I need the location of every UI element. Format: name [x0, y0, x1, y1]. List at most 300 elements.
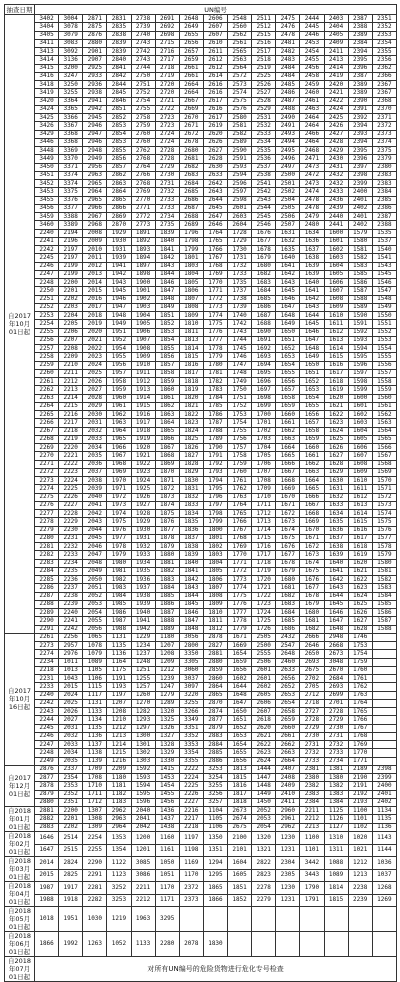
- un-number-cell: 1848: [155, 295, 179, 303]
- un-number-cell: 3097: [179, 683, 203, 691]
- un-number-cell: 1628: [348, 625, 372, 633]
- un-number-cell: 1821: [179, 402, 203, 410]
- un-number-cell: 2441: [324, 221, 348, 229]
- un-number-cell: 2719: [155, 72, 179, 80]
- un-number-cell: 2354: [59, 774, 83, 782]
- un-number-cell: 2199: [59, 270, 83, 278]
- un-number-cell: 1647: [228, 699, 252, 707]
- un-number-cell: 1798: [203, 510, 227, 518]
- un-number-cell: 2407: [276, 765, 300, 773]
- un-number-cell: 1735: [228, 279, 252, 287]
- un-number-cell: 1660: [300, 444, 324, 452]
- un-number-cell: 2291: [35, 625, 59, 633]
- table-row: [5, 551, 397, 559]
- un-number-cell: 2661: [179, 72, 203, 80]
- un-number-cell: 1744: [228, 336, 252, 344]
- un-number-cell: 1965: [107, 435, 131, 443]
- un-number-cell: 2371: [372, 114, 396, 122]
- un-number-cell: 2496: [276, 155, 300, 163]
- un-number-cell: 2289: [35, 609, 59, 617]
- un-number-cell: 1912: [131, 378, 155, 386]
- un-number-cell: 2800: [179, 642, 203, 650]
- un-number-cell: 2202: [59, 295, 83, 303]
- un-number-cell: 1595: [131, 790, 155, 798]
- un-number-cell: 2673: [324, 650, 348, 658]
- un-number-cell: 1320: [252, 832, 276, 845]
- un-number-cell: 1915: [131, 402, 155, 410]
- un-number-cell: 2945: [83, 114, 107, 122]
- un-number-cell: 3452: [35, 180, 59, 188]
- table-row: [5, 485, 397, 493]
- un-number-cell: 1822: [179, 411, 203, 419]
- un-number-cell: 1634: [300, 229, 324, 237]
- un-number-cell: [372, 932, 396, 957]
- un-number-cell: 2642: [203, 180, 227, 188]
- un-number-cell: 2030: [83, 411, 107, 419]
- un-number-cell: 3255: [179, 699, 203, 707]
- un-number-cell: 2414: [324, 64, 348, 72]
- un-number-cell: 1693: [252, 353, 276, 361]
- un-number-cell: 1929: [131, 518, 155, 526]
- un-number-cell: 2389: [348, 81, 372, 89]
- un-number-cell: 1980: [107, 559, 131, 567]
- un-number-cell: 1977: [107, 534, 131, 542]
- un-number-cell: 2204: [59, 312, 83, 320]
- un-number-cell: 2532: [252, 122, 276, 130]
- un-number-cell: 2875: [83, 23, 107, 31]
- un-number-cell: 2227: [179, 798, 203, 806]
- un-number-cell: 1897: [131, 262, 155, 270]
- table-row: [5, 609, 397, 617]
- un-number-cell: 1608: [324, 295, 348, 303]
- un-number-cell: 2734: [324, 757, 348, 765]
- un-number-cell: 2598: [228, 196, 252, 204]
- un-number-cell: 1646: [324, 609, 348, 617]
- un-number-cell: 3416: [35, 72, 59, 80]
- un-number-cell: 1916: [131, 411, 155, 419]
- un-number-cell: 1841: [179, 567, 203, 575]
- un-number-cell: 3254: [203, 774, 227, 782]
- un-number-cell: 1197: [107, 691, 131, 699]
- un-number-cell: 2728: [155, 155, 179, 163]
- un-number-cell: 3366: [59, 114, 83, 122]
- un-number-cell: 1682: [252, 270, 276, 278]
- un-number-cell: 1171: [155, 894, 179, 907]
- un-number-cell: 2366: [372, 72, 396, 80]
- un-number-cell: 2604: [228, 221, 252, 229]
- un-number-cell: 2671: [179, 122, 203, 130]
- un-number-cell: 2591: [228, 155, 252, 163]
- un-number-cell: 2273: [35, 642, 59, 650]
- un-number-cell: 1629: [324, 468, 348, 476]
- table-row: [5, 807, 397, 815]
- un-number-cell: [252, 907, 276, 932]
- un-number-cell: 3295: [155, 907, 179, 932]
- un-number-cell: 1620: [348, 559, 372, 567]
- table-row: [5, 402, 397, 410]
- un-number-cell: 2253: [35, 312, 59, 320]
- un-number-cell: 1576: [372, 526, 396, 534]
- un-number-cell: 1799: [179, 246, 203, 254]
- un-number-cell: 2500: [276, 171, 300, 179]
- un-number-cell: 2281: [83, 882, 107, 895]
- un-number-cell: 1664: [276, 444, 300, 452]
- un-number-cell: 2409: [276, 782, 300, 790]
- un-number-cell: 1918: [131, 427, 155, 435]
- un-number-cell: 1663: [300, 468, 324, 476]
- table-row: [5, 600, 397, 608]
- un-number-cell: 1644: [228, 683, 252, 691]
- un-number-cell: 1814: [179, 345, 203, 353]
- un-number-cell: 1678: [276, 559, 300, 567]
- un-number-cell: 2464: [300, 114, 324, 122]
- un-number-cell: 1551: [372, 320, 396, 328]
- un-number-cell: 2686: [179, 196, 203, 204]
- un-number-cell: 1615: [348, 518, 372, 526]
- un-number-cell: 2046: [83, 543, 107, 551]
- un-number-cell: 2617: [203, 114, 227, 122]
- un-number-cell: 1571: [372, 485, 396, 493]
- un-number-cell: 2274: [35, 650, 59, 658]
- un-number-cell: 1790: [300, 882, 324, 895]
- un-number-cell: 2961: [276, 815, 300, 823]
- un-number-cell: 2495: [276, 147, 300, 155]
- un-number-cell: 1840: [179, 559, 203, 567]
- un-number-cell: 2217: [179, 815, 203, 823]
- un-number-cell: 1826: [179, 444, 203, 452]
- un-number-cell: 2949: [83, 155, 107, 163]
- un-number-cell: 2968: [83, 221, 107, 229]
- un-number-cell: 2612: [203, 64, 227, 72]
- un-number-cell: 2666: [300, 633, 324, 641]
- un-number-cell: 2560: [228, 23, 252, 31]
- un-number-cell: 2013: [83, 270, 107, 278]
- un-number-cell: 3415: [35, 64, 59, 72]
- un-number-cell: 1606: [348, 444, 372, 452]
- un-number-cell: 1327: [155, 732, 179, 740]
- un-number-cell: 1645: [300, 320, 324, 328]
- un-number-cell: 2869: [107, 213, 131, 221]
- un-number-cell: 1619: [324, 386, 348, 394]
- un-number-cell: 2424: [324, 105, 348, 113]
- un-number-cell: 1623: [348, 584, 372, 592]
- un-number-cell: 2472: [300, 171, 324, 179]
- un-number-cell: 2731: [155, 180, 179, 188]
- un-number-cell: 1553: [372, 336, 396, 344]
- un-number-cell: 1962: [107, 411, 131, 419]
- un-number-cell: 1643: [324, 584, 348, 592]
- un-number-cell: [300, 932, 324, 957]
- un-number-cell: 1106: [203, 823, 227, 831]
- un-number-cell: 1688: [252, 320, 276, 328]
- un-number-cell: 1837: [179, 534, 203, 542]
- un-number-cell: 1588: [372, 625, 396, 633]
- un-number-cell: 1609: [324, 303, 348, 311]
- un-number-cell: 1699: [252, 402, 276, 410]
- un-number-cell: 2016: [83, 295, 107, 303]
- table-row: [5, 295, 397, 303]
- un-number-cell: 1669: [276, 485, 300, 493]
- un-number-cell: 1453: [155, 774, 179, 782]
- un-number-cell: 1767: [228, 526, 252, 534]
- un-number-cell: 2594: [228, 171, 252, 179]
- un-number-cell: 1645: [324, 600, 348, 608]
- un-number-cell: 2025: [83, 369, 107, 377]
- un-number-cell: 1169: [179, 857, 203, 870]
- check-date-cell: 自2018年05月01日起: [5, 907, 35, 932]
- un-number-cell: 3368: [59, 130, 83, 138]
- un-number-cell: 1649: [276, 320, 300, 328]
- un-number-cell: 2864: [107, 188, 131, 196]
- un-number-cell: 1880: [155, 551, 179, 559]
- un-number-cell: 2663: [276, 749, 300, 757]
- un-number-cell: 2403: [324, 15, 348, 23]
- un-number-cell: 1212: [107, 724, 131, 732]
- un-number-cell: 2772: [131, 213, 155, 221]
- un-number-cell: 1811: [179, 328, 203, 336]
- un-number-cell: 3305: [179, 658, 203, 666]
- un-number-cell: 2742: [131, 48, 155, 56]
- un-number-cell: 2660: [276, 724, 300, 732]
- un-number-cell: 2611: [203, 48, 227, 56]
- un-number-cell: 1946: [107, 295, 131, 303]
- un-number-cell: 2649: [179, 23, 203, 31]
- un-number-cell: 2396: [348, 64, 372, 72]
- un-number-cell: 1308: [83, 815, 107, 823]
- un-number-cell: 1753: [228, 411, 252, 419]
- un-number-cell: 2723: [155, 122, 179, 130]
- un-number-cell: 1606: [324, 279, 348, 287]
- un-number-cell: 1585: [348, 270, 372, 278]
- un-number-cell: 1791: [300, 894, 324, 907]
- un-number-cell: 2965: [83, 180, 107, 188]
- un-number-cell: 1229: [131, 633, 155, 641]
- un-number-cell: 1933: [131, 551, 155, 559]
- un-number-cell: 1769: [348, 741, 372, 749]
- un-number-cell: 1705: [252, 452, 276, 460]
- un-number-cell: 2256: [59, 633, 83, 641]
- table-row: [5, 460, 397, 468]
- table-row: [5, 724, 397, 732]
- un-number-cell: 2394: [348, 48, 372, 56]
- un-number-cell: 1581: [348, 246, 372, 254]
- un-number-cell: 1864: [155, 419, 179, 427]
- un-number-cell: 1960: [107, 394, 131, 402]
- un-number-cell: 1596: [131, 798, 155, 806]
- un-number-cell: 3453: [35, 188, 59, 196]
- un-number-cell: 1747: [228, 361, 252, 369]
- un-number-cell: 2199: [59, 262, 83, 270]
- un-number-cell: 2876: [35, 765, 59, 773]
- un-number-cell: 1855: [155, 345, 179, 353]
- un-number-cell: 1230: [276, 832, 300, 845]
- table-row: [5, 477, 397, 485]
- un-number-cell: 1877: [155, 526, 179, 534]
- un-number-cell: 1320: [155, 708, 179, 716]
- un-number-cell: 1626: [324, 444, 348, 452]
- un-number-cell: 1709: [252, 485, 276, 493]
- un-number-cell: 1787: [203, 419, 227, 427]
- un-number-cell: 2466: [300, 130, 324, 138]
- un-number-cell: 2933: [83, 72, 107, 80]
- un-number-cell: [324, 907, 348, 932]
- un-number-cell: 2373: [179, 894, 203, 907]
- un-number-cell: 2733: [324, 749, 348, 757]
- un-number-cell: 2190: [348, 774, 372, 782]
- un-number-cell: 1613: [324, 336, 348, 344]
- un-number-cell: 1685: [276, 617, 300, 625]
- un-number-cell: 1773: [203, 303, 227, 311]
- check-date-cell: 自2018年01月01日起: [5, 807, 35, 832]
- un-number-cell: 1958: [107, 378, 131, 386]
- un-number-cell: 1100: [348, 807, 372, 815]
- un-number-cell: 1633: [324, 501, 348, 509]
- un-number-cell: 2601: [252, 666, 276, 674]
- table-row: [5, 171, 397, 179]
- un-number-cell: 2966: [83, 204, 107, 212]
- un-number-cell: 2025: [59, 699, 83, 707]
- un-number-cell: 1961: [107, 402, 131, 410]
- un-number-cell: 2430: [324, 155, 348, 163]
- un-number-cell: 2735: [155, 221, 179, 229]
- un-number-cell: 1809: [203, 600, 227, 608]
- un-number-cell: 1707: [252, 468, 276, 476]
- un-number-cell: 2372: [179, 882, 203, 895]
- un-number-cell: 1956: [107, 361, 131, 369]
- un-number-cell: 1843: [155, 262, 179, 270]
- table-row: [5, 832, 397, 845]
- un-number-cell: 1654: [276, 361, 300, 369]
- un-number-cell: 1769: [228, 543, 252, 551]
- un-number-cell: 1580: [348, 237, 372, 245]
- table-row: [5, 345, 397, 353]
- un-number-cell: 1676: [276, 543, 300, 551]
- un-number-cell: 2731: [300, 741, 324, 749]
- un-number-cell: 2543: [252, 196, 276, 204]
- un-number-cell: 1758: [228, 452, 252, 460]
- un-number-cell: 1698: [252, 394, 276, 402]
- un-number-cell: 2480: [300, 221, 324, 229]
- un-number-cell: 2630: [203, 163, 227, 171]
- un-number-cell: 1676: [300, 576, 324, 584]
- un-number-cell: [372, 699, 396, 707]
- un-number-cell: 1923: [131, 468, 155, 476]
- un-number-cell: [228, 932, 252, 957]
- un-number-cell: 1846: [155, 279, 179, 287]
- un-number-cell: 3079: [59, 31, 83, 39]
- un-number-cell: 2576: [228, 105, 252, 113]
- un-number-cell: 1713: [252, 518, 276, 526]
- un-number-cell: 1207: [155, 642, 179, 650]
- un-number-cell: 1676: [252, 229, 276, 237]
- un-number-cell: 2678: [179, 138, 203, 146]
- table-row: [5, 907, 397, 932]
- table-row: [5, 39, 397, 47]
- un-number-cell: 1583: [372, 584, 396, 592]
- un-number-cell: 2218: [35, 666, 59, 674]
- un-number-cell: 1651: [228, 716, 252, 724]
- un-number-cell: 2352: [372, 23, 396, 31]
- un-number-cell: 2042: [83, 510, 107, 518]
- un-number-cell: 2222: [179, 765, 203, 773]
- un-number-cell: 2534: [252, 138, 276, 146]
- un-number-cell: 1175: [107, 666, 131, 674]
- un-number-cell: 1848: [179, 625, 203, 633]
- un-number-cell: 2237: [59, 584, 83, 592]
- un-number-cell: 1974: [107, 510, 131, 518]
- un-number-cell: 2208: [59, 345, 83, 353]
- un-number-cell: 2402: [372, 798, 396, 806]
- un-number-cell: 2840: [107, 56, 131, 64]
- un-number-cell: 1983: [107, 584, 131, 592]
- un-number-cell: 1702: [252, 427, 276, 435]
- un-number-cell: 2618: [252, 716, 276, 724]
- un-number-cell: 2732: [300, 749, 324, 757]
- un-number-cell: 1661: [276, 419, 300, 427]
- un-number-cell: 1251: [131, 666, 155, 674]
- table-row: [5, 844, 397, 857]
- un-number-cell: 2589: [228, 138, 252, 146]
- un-number-cell: 1641: [300, 287, 324, 295]
- un-number-cell: 1742: [228, 320, 252, 328]
- un-number-cell: 1884: [155, 584, 179, 592]
- un-number-cell: 1268: [372, 882, 396, 895]
- un-number-cell: 2226: [179, 790, 203, 798]
- un-number-cell: 1986: [107, 609, 131, 617]
- un-number-cell: 1856: [155, 353, 179, 361]
- un-number-cell: 1279: [155, 691, 179, 699]
- table-row: [5, 328, 397, 336]
- un-number-cell: 1601: [324, 237, 348, 245]
- un-number-cell: 2948: [324, 633, 348, 641]
- un-number-cell: 1135: [107, 642, 131, 650]
- un-number-cell: 1101: [348, 815, 372, 823]
- un-number-cell: 2511: [252, 15, 276, 23]
- un-number-cell: 2744: [131, 64, 155, 72]
- un-number-cell: 1683: [276, 600, 300, 608]
- un-number-cell: 1777: [228, 609, 252, 617]
- un-number-cell: 2494: [276, 138, 300, 146]
- un-number-cell: 2659: [276, 716, 300, 724]
- table-row: [5, 894, 397, 907]
- un-number-cell: 1817: [228, 790, 252, 798]
- un-number-cell: 3448: [35, 147, 59, 155]
- un-number-cell: 1751: [228, 394, 252, 402]
- un-number-cell: 1436: [155, 807, 179, 815]
- un-number-cell: 1664: [300, 477, 324, 485]
- un-number-cell: 2766: [131, 171, 155, 179]
- un-number-cell: 2401: [348, 196, 372, 204]
- un-number-cell: [372, 724, 396, 732]
- table-row: [5, 369, 397, 377]
- un-number-cell: 2879: [203, 724, 227, 732]
- un-number-cell: 1656: [228, 757, 252, 765]
- un-number-cell: 1652: [276, 345, 300, 353]
- un-number-cell: 3056: [179, 633, 203, 641]
- un-number-cell: 2948: [83, 147, 107, 155]
- un-number-cell: 2925: [83, 64, 107, 72]
- un-number-cell: 2428: [324, 138, 348, 146]
- un-number-cell: 1859: [155, 378, 179, 386]
- un-number-cell: 1873: [155, 493, 179, 501]
- un-number-cell: 2616: [203, 81, 227, 89]
- un-number-cell: 2389: [348, 89, 372, 97]
- un-number-cell: 2839: [107, 39, 131, 47]
- un-number-cell: 1614: [348, 510, 372, 518]
- un-number-cell: 2738: [131, 15, 155, 23]
- un-number-cell: 1604: [228, 857, 252, 870]
- un-number-cell: 1865: [203, 882, 227, 895]
